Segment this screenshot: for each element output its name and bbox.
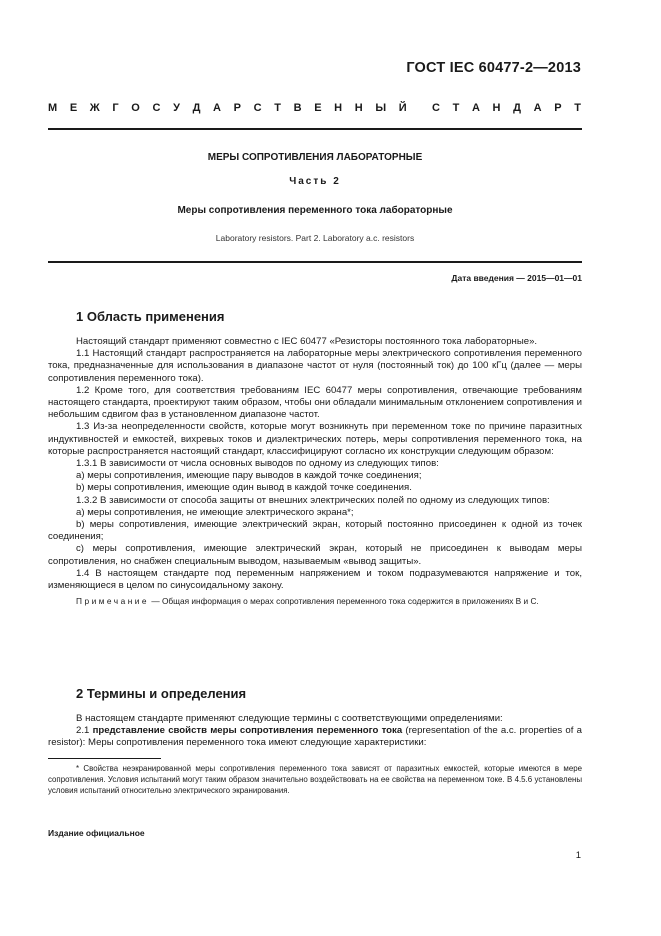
paragraph: 1.3.1 В зависимости от числа основных выводов по одному из следующих типов: xyxy=(76,458,439,470)
list-item: c) меры сопротивления, имеющие электрический экран, который не присоединен к выводам меры сопротивления, но снабжен специальным выводом, называемым «вывод защиты». xyxy=(48,543,582,567)
list-item: a) меры сопротивления, не имеющие электрического экрана*; xyxy=(76,506,354,518)
banner-letter: Е xyxy=(69,102,78,114)
english-title: Laboratory resistors. Part 2. Laboratory a.c. resistors xyxy=(215,233,415,243)
document-title: МЕРЫ СОПРОТИВЛЕНИЯ ЛАБОРАТОРНЫЕ xyxy=(207,152,423,163)
banner-letter: Ы xyxy=(375,102,387,114)
banner-letter: А xyxy=(213,102,221,114)
banner-letter: М xyxy=(48,102,58,114)
banner-letter: Н xyxy=(334,102,343,114)
banner-letter: Р xyxy=(233,102,241,114)
paragraph: 1.3 Из-за неопределенности свойств, которые могут возникнуть при переменном токе по причине паразитных индуктивностей и емкостей, вихревых токов и диэлектрических потерь, меры сопротивления переменного тока, на которые распространяется настоящий стандарт, классифицируют согласно их конструкции следующим образом: xyxy=(48,421,582,457)
footnote xyxy=(48,763,582,796)
banner-letter: В xyxy=(293,102,302,114)
banner-letter: У xyxy=(173,102,180,114)
defined-term: представление свойств меры сопротивления переменного тока xyxy=(92,725,403,737)
banner-letter: Е xyxy=(314,102,322,114)
section-1-body xyxy=(48,336,582,607)
banner-letter: Н xyxy=(492,102,501,114)
official-edition-label: Издание официальное xyxy=(48,828,145,838)
banner-letter: С xyxy=(431,102,440,114)
definition-text: (representation of the a.c. properties of a resistor): Меры сопротивления переменного тока имеют следующие характеристики: xyxy=(48,725,582,749)
section-1-heading: 1 Область применения xyxy=(76,309,225,324)
top-divider xyxy=(48,128,582,130)
note xyxy=(48,596,582,607)
clause-number: 2.1 xyxy=(76,725,93,737)
document-subtitle: Меры сопротивления переменного тока лабораторные xyxy=(177,205,453,216)
banner-letter: Й xyxy=(398,102,407,114)
banner-letter: Т xyxy=(574,102,581,114)
paragraph: 1.3.2 В зависимости от способа защиты от внешних электрических полей по одному из следующих типов: xyxy=(76,494,550,506)
page-number: 1 xyxy=(575,850,581,861)
interstate-standard-banner xyxy=(48,102,581,114)
paragraph: 1.1 Настоящий стандарт распространяется на лабораторные меры электрического сопротивления переменного тока, предназначенные для использования в диапазоне частот от нуля (постоянный ток) до 100 кГц (далее — меры сопротивления переменного тока). xyxy=(48,348,582,384)
banner-letter: Д xyxy=(513,102,521,114)
banner-letter: Т xyxy=(452,102,460,114)
banner-letter: Г xyxy=(112,102,119,114)
banner-letter: О xyxy=(131,102,140,114)
note-text: — Общая информация о мерах сопротивления переменного тока содержится в приложениях В и С. xyxy=(149,596,539,607)
standard-code: ГОСТ IEC 60477-2—2013 xyxy=(406,60,581,76)
banner-letter: Н xyxy=(354,102,363,114)
note-label: Примечание xyxy=(76,596,150,607)
definition-paragraph xyxy=(48,725,582,749)
banner-letter: Ж xyxy=(89,102,100,114)
section-2-body xyxy=(48,713,582,750)
paragraph: 1.4 В настоящем стандарте под переменным напряжением и током подразумеваются напряжение и ток, изменяющиеся в целом по синусоидальному закону. xyxy=(48,567,582,592)
list-item: b) меры сопротивления, имеющие электрический экран, который постоянно присоединен к одной из точек соединения; xyxy=(48,519,582,543)
part-label: Часть 2 xyxy=(289,176,341,187)
paragraph: 1.2 Кроме того, для соответствия требованиям IEC 60477 меры сопротивления, отвечающие требованиям настоящего стандарта, проектируют таким образом, чтобы они обладали минимальным отклонением сопротивления и небольшим сдвигом фаз в установленном диапазоне частот. xyxy=(48,384,582,421)
banner-letter: Р xyxy=(554,102,562,114)
introduction-date: Дата введения — 2015—01—01 xyxy=(451,273,582,283)
paragraph: В настоящем стандарте применяют следующие термины с соответствующими определениями: xyxy=(76,713,503,724)
list-item: a) меры сопротивления, имеющие пару выводов в каждой точке соединения; xyxy=(76,470,422,482)
footnote-divider xyxy=(48,758,161,759)
banner-letter: Д xyxy=(192,102,201,114)
footnote-text: * Свойства неэкранированной меры сопротивления переменного тока зависят от паразитных емкостей, которые имеются в мере сопротивления. Условия испытаний могут таким образом значительно воздействовать на ее свойства на переменном токе. В 4.5.6 установлены условия испытаний относительно электрического экранирования. xyxy=(48,764,582,795)
banner-letter: С xyxy=(152,102,161,114)
list-item: b) меры сопротивления, имеющие один вывод в каждой точке соединения. xyxy=(76,482,412,494)
title-divider xyxy=(48,261,582,263)
paragraph: Настоящий стандарт применяют совместно с IEC 60477 «Резисторы постоянного тока лабораторные». xyxy=(76,336,538,347)
banner-letter: А xyxy=(533,102,542,114)
section-2-heading: 2 Термины и определения xyxy=(76,686,247,701)
banner-letter: С xyxy=(253,102,262,114)
banner-letter: Т xyxy=(274,102,281,114)
banner-letter: А xyxy=(471,102,480,114)
